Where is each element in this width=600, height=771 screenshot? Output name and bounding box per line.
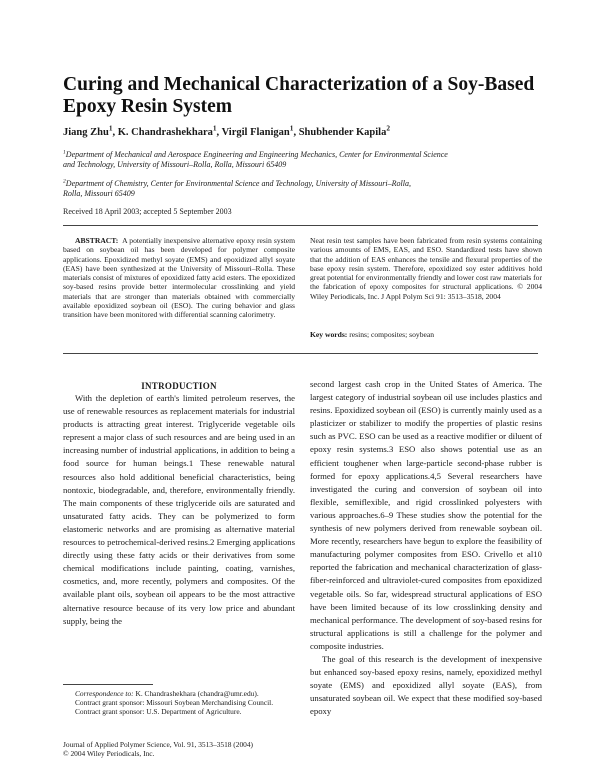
author-affil-marker: 2: [386, 123, 390, 133]
footnotes: [63, 689, 295, 717]
abstract-bottom-rule: [63, 353, 538, 354]
author-name: Jiang Zhu: [63, 127, 109, 138]
author-name: Shubhender Kapila: [298, 127, 387, 138]
paragraph: With the depletion of earth's limited petroleum reserves, the use of renewable resources as replacement materials for industrial products is attracting great interest. Triglyceride vegetable oils represent a major class of such resources and are being used in an increasing number of industrial applications, in addition to being a food source for human beings.1 These renewable natural resources also hold additional beneficial characteristics, being nontoxic, biodegradable, and, therefore, environmentally friendly. The main components of these triglyceride oils are saturated and unsaturated fatty acids. They can be polymerized to form elastomeric networks and are promising as alternative material resources to petrochemical-derived resins.2 Emerging applications directly using these fatty acids or their derivatives from some chemical modifications include painting, coating, varnishes, cosmetics, and, more recently, polymers and composites. Of the available plant oils, soybean oil appears to be the most attractive alternative resource because of its very low price and abundant supply, being the: [63, 393, 295, 626]
title-line-2: Epoxy Resin System: [63, 96, 233, 117]
grant-sponsor-1: Contract grant sponsor: Missouri Soybean Merchandising Council.: [75, 698, 274, 708]
abstract-label: ABSTRACT:: [75, 236, 119, 245]
keywords-text: resins; composites; soybean: [349, 330, 435, 339]
paper-title: [63, 74, 543, 118]
author-affil-marker: 1: [212, 123, 217, 133]
journal-citation: Journal of Applied Polymer Science, Vol. 91, 3513–3518 (2004): [63, 740, 254, 749]
body-column-right: [310, 378, 542, 718]
affiliation-2: $^2$Department of Chemistry, Center for Environmental Science and Technology, University of Missouri–Rolla, Rolla, Missouri 65409: [63, 178, 411, 198]
keywords-label: Key words:: [310, 330, 348, 339]
author-name: K. Chandrashekhara: [117, 127, 213, 138]
grant-sponsor-2: Contract grant sponsor: U.S. Department of Agriculture.: [75, 707, 242, 717]
author-affil-marker: 1: [289, 123, 294, 133]
abstract-text-left: A potentially inexpensive alternative epoxy resin system based on soybean oil has been developed for polymer composite applications. Epoxidized methyl soyate (EMS) and epoxidized allyl soyate (EAS) have been synthesized at the University of Missouri–Rolla. These materials consist of mixtures of epoxidized fatty acid esters. The epoxidized soy-based resins provide better intermolecular crosslinking and yield materials that are stronger than materials obtained with commercially available epoxidized soybean oil (ESO). The curing behavior and glass transition have been monitored with differential scanning calorimetry.: [63, 236, 295, 320]
author-list: Jiang Zhu$^1$, K. Chandrashekhara$^1$, Virgil Flanigan$^1$, Shubhender Kapila$^2$: [63, 123, 390, 138]
copyright: © 2004 Wiley Periodicals, Inc.: [63, 749, 155, 759]
correspondence-text: K. Chandrashekhara (chandra@umr.edu).: [135, 689, 259, 698]
abstract-left: [63, 236, 295, 320]
journal-info: [63, 740, 303, 758]
section-heading: INTRODUCTION: [141, 381, 217, 391]
keywords: [310, 330, 542, 339]
body-column-left: [63, 392, 295, 628]
author-name: Virgil Flanigan: [221, 127, 290, 138]
abstract-right: Neat resin test samples have been fabricated from resin systems containing various amounts of EMS, EAS, and ESO. Standardized tests have shown that the addition of EAS enhances the tensile and flexural properties of the base epoxy resin system. Therefore, epoxidized soy ester additives hold great potential for environmentally friendly and lower cost raw materials for the fabrication of epoxy composites for structural applications. © 2004 Wiley Periodicals, Inc. J Appl Polym Sci 91: 3513–3518, 2004: [310, 236, 542, 301]
author-affil-marker: 1: [108, 123, 113, 133]
correspondence-label: Correspondence to:: [75, 689, 134, 698]
footnote-rule: [63, 684, 153, 685]
paragraph: The goal of this research is the development of inexpensive but enhanced soy-based epoxy resins, namely, epoxidized methyl soyate (EMS) and epoxidized allyl soyate (EAS), from unsaturated soybean oil. We expect that these modified soy-based epoxy: [310, 653, 542, 717]
title-line-1: Curing and Mechanical Characterization of a Soy-Based: [63, 74, 535, 95]
received-date: Received 18 April 2003; accepted 5 September 2003: [63, 207, 232, 216]
affiliation-1: $^1$Department of Mechanical and Aerospace Engineering and Engineering Mechanics, Center for Environmental Science and Technology, University of Missouri–Rolla, Rolla, Missouri 65409: [63, 149, 448, 169]
abstract-top-rule: [63, 225, 538, 226]
paragraph: second largest cash crop in the United States of America. The largest category of industrial soybean oil use includes plastics and resins. Epoxidized soybean oil (ESO) is currently mainly used as a plasticizer or stabilizer to modify the properties of plastic resins such as PVC. ESO can be used as a reactive modifier or diluent of epoxy resin systems.3 ESO also shows potential use as an efficient toughener when large-particle second-phase rubber is formed for epoxy applications.4,5 Several researchers have investigated the curing and conversion of soybean oil into flexible, semiflexible, and rigid crosslinked polyesters with various approaches.6–9 These studies show the potential for the synthesis of new polymers derived from renewable soybean oil. More recently, researchers have begun to explore the feasibility of manufacturing polymer composites from ESO. Crivello et al10 reported the fabrication and mechanical characterization of glass-fiber-reinforced and ultraviolet-cured composites from epoxidized vegetable oils. So far, widespread structural applications of ESO have been limited because of its low crosslinking density and mechanical performance. The development of soy-based resins for structural applications is still a challenge for the polymer and composite industries.: [310, 379, 542, 651]
